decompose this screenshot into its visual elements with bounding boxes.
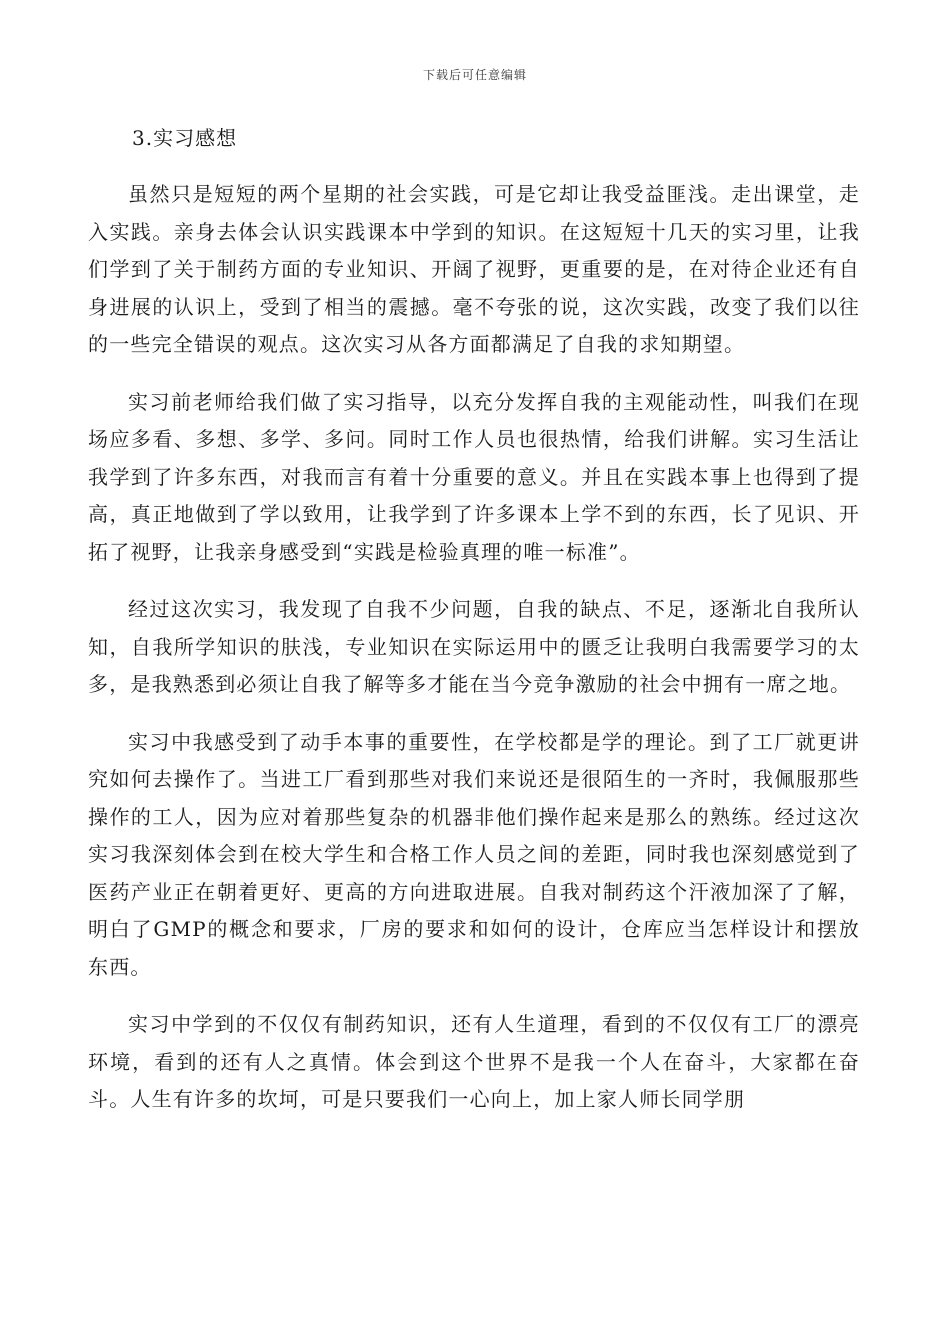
section-heading: 3.实习感想 (132, 126, 238, 150)
paragraph-3: 经过这次实习，我发现了自我不少问题，自我的缺点、不足，逐渐北自我所认知，自我所学知识的肤浅，专业知识在实际运用中的匮乏让我明白我需要学习的太多，是我熟悉到必须让自我了解等多才能在当今竞争激励的社会中拥有一席之地。 (88, 597, 860, 696)
paragraph-2: 实习前老师给我们做了实习指导，以充分发挥自我的主观能动性，叫我们在现场应多看、多想、多学、多问。同时工作人员也很热情，给我们讲解。实习生活让我学到了许多东西，对我而言有着十分重要的意义。并且在实践本事上也得到了提高，真正地做到了学以致用，让我学到了许多课本上学不到的东西，长了见识、开拓了视野，让我亲身感受到“实践是检验真理的唯一标准”。 (88, 389, 860, 564)
paragraph-5: 实习中学到的不仅仅有制药知识，还有人生道理，看到的不仅仅有工厂的漂亮环境，看到的还有人之真情。体会到这个世界不是我一个人在奋斗，大家都在奋斗。人生有许多的坎坷，可是只要我们一心向上，加上家人师长同学朋 (88, 1012, 860, 1111)
document-body (88, 118, 860, 1139)
paragraph-1: 虽然只是短短的两个星期的社会实践，可是它却让我受益匪浅。走出课堂，走入实践。亲身去体会认识实践课本中学到的知识。在这短短十几天的实习里，让我们学到了关于制药方面的专业知识、开阔了视野，更重要的是，在对待企业还有自身进展的认识上，受到了相当的震撼。毫不夸张的说，这次实践，改变了我们以往的一些完全错误的观点。这次实习从各方面都满足了自我的求知期望。 (88, 182, 860, 356)
paragraph-4: 实习中我感受到了动手本事的重要性，在学校都是学的理论。到了工厂就更讲究如何去操作了。当进工厂看到那些对我们来说还是很陌生的一齐时，我佩服那些操作的工人，因为应对着那些复杂的机器非他们操作起来是那么的熟练。经过这次实习我深刻体会到在校大学生和合格工作人员之间的差距，同时我也深刻感觉到了医药产业正在朝着更好、更高的方向进取进展。自我对制药这个汗液加深了了解，明白了GMP的概念和要求，厂房的要求和如何的设计，仓库应当怎样设计和摆放东西。 (88, 729, 860, 979)
running-header: 下载后可任意编辑 (422, 68, 527, 82)
